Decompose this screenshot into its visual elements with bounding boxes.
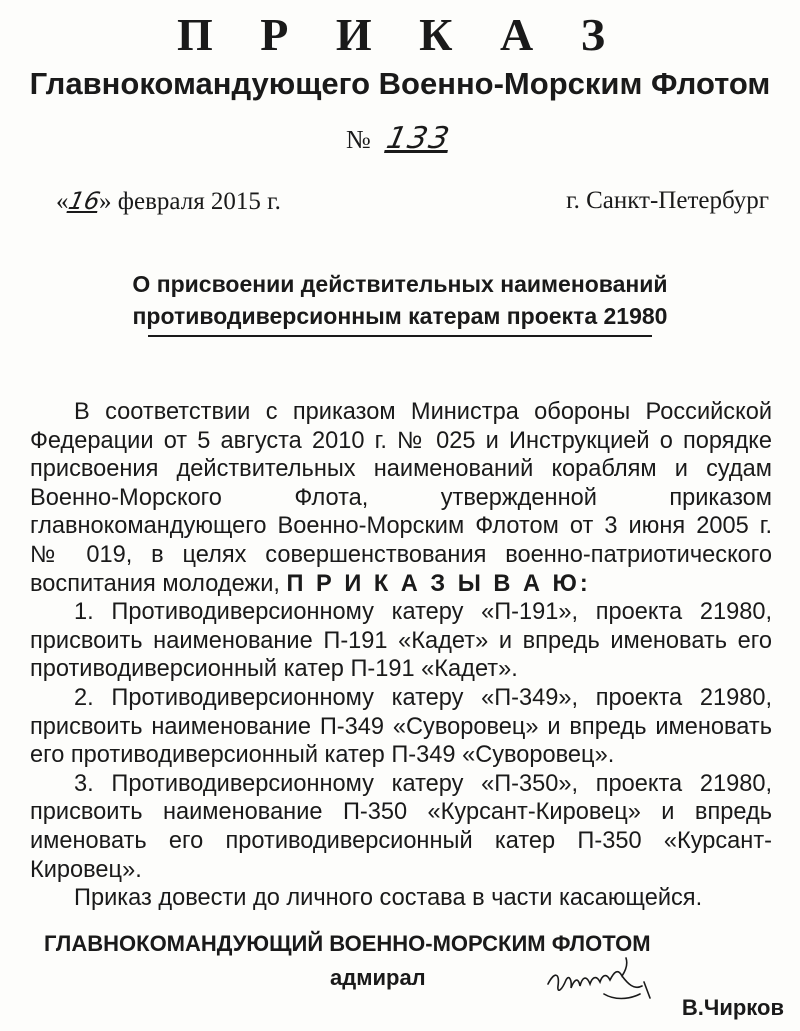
preamble-text: В соответствии с приказом Министра обороны Российской Федерации от 5 августа 2010 г. № 025 и Инструкцией о порядке присвоения действительных наименований кораблям и судам Военно-Морского Флота, утвержденной приказом главнокомандующего Военно-Морским Флотом от 3 июня 2005 г. № 019, в целях совершенствования военно-патриотического воспитания молодежи, bbox=[30, 399, 772, 597]
preamble-paragraph bbox=[30, 398, 772, 598]
order-date bbox=[56, 186, 281, 217]
date-month-year: » февраля 2015 г. bbox=[99, 188, 281, 215]
order-item-1: 1. Противодиверсионному катеру «П-191», проекта 21980, присвоить наименование П-191 «Кадет» и впредь именовать его противодиверсионный катер П-191 «Кадет». bbox=[30, 599, 772, 683]
date-open-quote: « bbox=[56, 188, 69, 215]
date-day: 16 bbox=[65, 187, 103, 215]
order-number: 133 bbox=[383, 121, 455, 156]
order-city: г. Санкт-Петербург bbox=[566, 187, 769, 214]
signatory-rank: адмирал bbox=[330, 965, 426, 990]
subject-line-1: О присвоении действительных наименований bbox=[132, 271, 668, 297]
order-body bbox=[30, 398, 772, 913]
order-item-3: 3. Противодиверсионному катеру «П-350», проекта 21980, присвоить наименование П-350 «Курсант-Кировец» и впредь именовать его противодиверсионный катер П-350 «Курсант-Кировец». bbox=[30, 770, 772, 883]
document-issuer: Главнокомандующего Военно-Морским Флотом bbox=[29, 66, 771, 101]
order-subject bbox=[120, 268, 680, 332]
document-title: П Р И К А З bbox=[176, 9, 623, 60]
signatory-name: В.Чирков bbox=[681, 995, 784, 1020]
subject-line-2: противодиверсионным катерам проекта 21980 bbox=[132, 303, 668, 329]
subject-underline bbox=[148, 335, 652, 337]
handwritten-signature bbox=[544, 950, 684, 1010]
signatory-title: ГЛАВНОКОМАНДУЮЩИЙ ВОЕННО-МОРСКИМ ФЛОТОМ bbox=[44, 931, 651, 956]
signature-block bbox=[44, 930, 784, 1030]
orders-word: П Р И К А З Ы В А Ю: bbox=[286, 570, 591, 597]
number-sign: № bbox=[346, 125, 371, 154]
order-number-line bbox=[346, 121, 455, 156]
order-item-2: 2. Противодиверсионному катеру «П-349», проекта 21980, присвоить наименование П-349 «Суворовец» и впредь именовать его противодиверсионный катер П-349 «Суворовец». bbox=[30, 684, 772, 769]
closing-paragraph: Приказ довести до личного состава в части касающейся. bbox=[74, 885, 703, 912]
